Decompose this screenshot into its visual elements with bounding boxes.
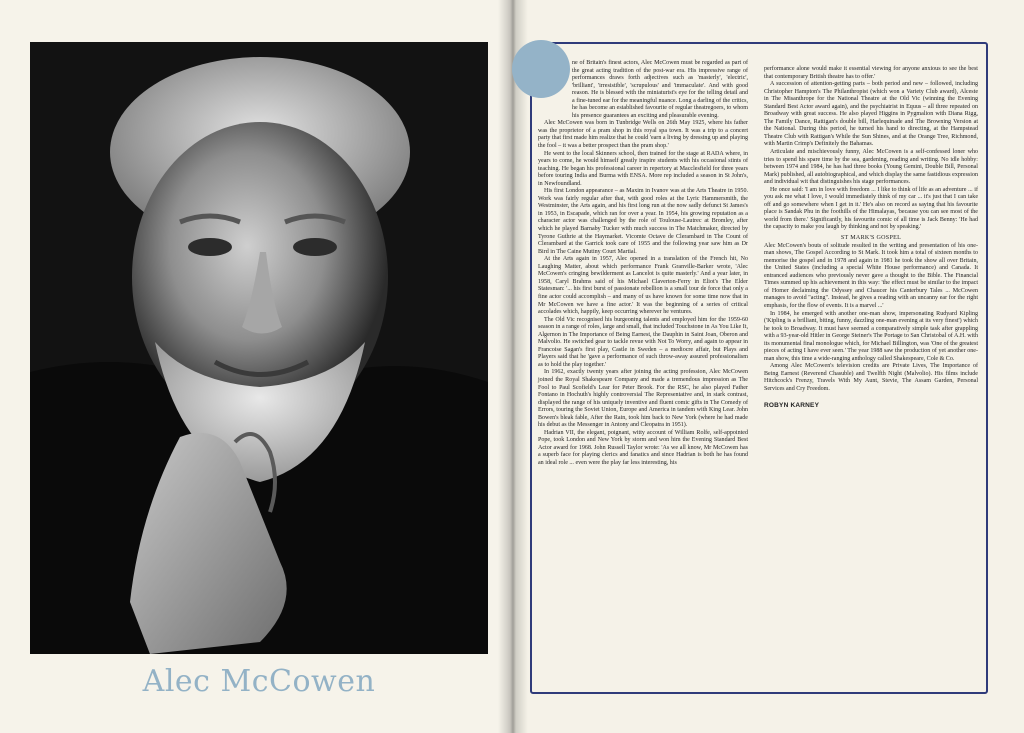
article-paragraph: He once said: 'I am in love with freedom ... I like to think of life as an adventure ... if you ask me what I love, I would immediately think of my car ... it's just that I can take off and go somewhere when I get in it.' He's also on record as saying that his favourite place is Sandak Phu in the foothills of the Himalayas, 'because you can see most of the world from there.' Significantly, his favourite comic of all time is Jack Benny: 'He had the capacity to make you laugh by thinking and not by speaking.' bbox=[764, 186, 978, 231]
article-paragraph: Alec McCowen's bouts of solitude resulted in the writing and presentation of his one-man shows, The Gospel According to St Mark. It took him a total of sixteen months to memorise the gospel and in 1978 and again in 1981 he took the show all over Britain, the United States (including a special White House performance) and Canada. It entranced audiences who previously never gave a thought to the Bible. The Financial Times summed up his achievement in this way: 'the effect must be similar to the impact of Homer declaiming the Odyssey and Chaucer his Canterbury Tales ... McCowen manages to avoid "acting". Instead, he gives a reading with an uncanny ear for the right emphasis, for the flow of events. It is a marvel ...' bbox=[764, 242, 978, 309]
article-paragraph: Hadrian VII, the elegant, poignant, witty account of William Rolfe, self-appointed Pope, took London and New York by storm and won him the Evening Standard Best Actor award for 1968. John Russell Taylor wrote: 'As we all know, Mr McCowen has a superb face for playing clerics and fanatics and since Hadrian is both he has found an ideal role ... even were the play far less interesting, his bbox=[538, 429, 748, 466]
article-paragraph: performance alone would make it essential viewing for anyone anxious to see the best that contemporary British theatre has to offer.' bbox=[764, 66, 978, 80]
article-column-2 bbox=[764, 66, 978, 409]
article-paragraph: Alec McCowen was born in Tunbridge Wells on 26th May 1925, where his father was the proprietor of a pram shop in this royal spa town. It was a trip to a concert party that first made him realize that he could 'earn a living by dressing up and playing the fool – it was a better prospect than the pram shop.' bbox=[538, 120, 748, 150]
article-paragraph: The Old Vic recognised his burgeoning talents and employed him for the 1959-60 season in a range of roles, large and small, that included Touchstone in As You Like It, Algernon in The Importance of Being Earnest, the Dauphin in Saint Joan, Oberon and Malvolio. He switched gear to tackle revue with Not To Worry, and again to appear in Francoise Sagan's first play, Castle in Sweden – a mediocre affair, but Plays and Players said that he 'gave a performance of such throw-away assured professionalism as to hold the play together.' bbox=[538, 316, 748, 368]
article-column-1 bbox=[538, 60, 748, 468]
article-paragraph: He went to the local Skinners school, then trained for the stage at RADA where, in years to come, he would himself greatly inspire students with his occasional stints of teaching. He began his professional career in repertory at Macclesfield for three years before touring India and Burma with ENSA. More rep included a season in St John's, in Newfoundland. bbox=[538, 150, 748, 187]
article-paragraph: Articulate and mischievously funny, Alec McCowen is a self-confessed loner who tries to spend his spare time by the sea, gardening, reading and writing. No idle hobby: between 1974 and 1984, he has had three books (Young Gemini, Double Bill, Personal Mark) published, all autobiographical, and which display the same fastidious expression and individual wit that distinguishes his stage performances. bbox=[764, 149, 978, 186]
portrait-image bbox=[30, 42, 488, 654]
left-page bbox=[0, 0, 508, 733]
page-gutter bbox=[498, 0, 528, 733]
author-byline: ROBYN KARNEY bbox=[764, 401, 820, 409]
section-subhead: ST MARK'S GOSPEL bbox=[840, 235, 902, 242]
article-paragraph: In 1962, exactly twenty years after joining the acting profession, Alec McCowen joined the Royal Shakespeare Company and made a tremendous impression as The Fool to Paul Scofield's Lear for Peter Brook. For the RSC, he also played Father Fontano in Hochuth's highly controversial The Representative and, in stark contrast, displayed the range of his uniquely inventive and fluent comic gifts in The Comedy of Errors, touring the Soviet Union, Europe and America in tandem with King Lear. John Bowen's bleak fable, After the Rain, took him back to New York (where he had made his debut as the Messenger in Antony and Cleopatra in 1951). bbox=[538, 369, 748, 429]
article-paragraph: Among Alec McCowen's television credits are Private Lives, The Importance of Being Earnest (Reverend Chasuble) and Twelfth Night (Malvolio). His films include Hitchcock's Frenzy, Travels With My Aunt, Stevie, The Assam Garden, Personal Services and Cry Freedom. bbox=[764, 363, 978, 392]
portrait-photo bbox=[30, 42, 488, 654]
portrait-caption: Alec McCowen bbox=[142, 664, 376, 699]
article-paragraph: At the Arts again in 1957, Alec opened in a translation of the French hit, No Laughing Matter, about which performance Frank Granville-Barker wrote, 'Alec McCowen's cringing bewilderment as Lancelot is quite masterly.' And a year later, in 1958, Caryl Brahms said of his Michael Claverton-Ferry in Eliot's The Elder Statesman: '... his first burst of passionate rebellion is a small tour de force that only a fine actor could accomplish – and many of us have known for some time now that in Mr McCowen we have a fine actor.' It was the beginning of a series of critical accolades which, happily, keep occurring wherever he ventures. bbox=[538, 256, 748, 316]
article-paragraph: ne of Britain's finest actors, Alec McCowen must be regarded as part of the great acting tradition of the post-war era. His impressive range of performances draws forth adjectives such as 'masterly', 'electric', 'brilliant', 'irresistible', 'scrupulous' and 'immaculate'. And with good reason. He is blessed with the miniaturist's eye for the telling detail and a fine-tuned ear for the meaningful nuance. Long a darling of the critics, he has become an established favourite of regular theatregoers, to whom his presence guarantees an exciting and pleasurable evening. bbox=[572, 60, 748, 119]
article-paragraph: His first London appearance – as Maxim in Ivanov was at the Arts Theatre in 1950. Work was fairly regular after that, with good roles at the Lyric Hammersmith, the Westminster, the Arts again, and his first long run at the now sadly defunct St James's in 1953, in Escapade, which ran for over a year. In 1954, his growing reputation as a character actor was challenged by the role of Toulouse-Lautrec at Bromley, after which he played Barnaby Tucker with much success in The Matchmaker, directed by Tyrone Guthrie at the Haymarket. Vicomte Octave de Clerambard in The Count of Clerambard at the Garrick took care of 1955 and the following year saw him as Dr Bird in The Caine Mutiny Court Martial. bbox=[538, 188, 748, 255]
article-paragraph: In 1984, he emerged with another one-man show, impersonating Rudyard Kipling ('Kipling is a brilliant, biting, funny, dazzling one-man evening at its very finest') which he took to Broadway. It must have seemed a comparatively simple task after grappling with a 93-year-old Hitler in George Steiner's The Portage to San Christobal of A.H. with its monumental final monologue which, for Michael Billington, was 'One of the greatest pieces of acting I have ever seen.' The year 1988 saw the production of yet another one-man show, this time a wide-ranging anthology called Shakespeare, Cole & Co. bbox=[764, 310, 978, 362]
article-paragraph: A succession of attention-getting parts – both period and new – followed, including Christopher Hampton's The Philanthropist (which won a Variety Club award), Alceste in The Misanthrope for the National Theatre at the Old Vic (winning the Evening Standard Best Actor award again), and the psychiatrist in Equus – all three repeated on Broadway with great success. He also played Higgins in Pygmalion with Diana Rigg, The Family Dance, Rattigan's double bill, Harlequinade and The Browning Version at the National. During this period, he turned his hand to directing, at the Hampstead Theatre Club with Rattigan's While the Sun Shines, and at the Orange Tree, Richmond, with Martin Crimp's Definitely the Bahamas. bbox=[764, 81, 978, 148]
